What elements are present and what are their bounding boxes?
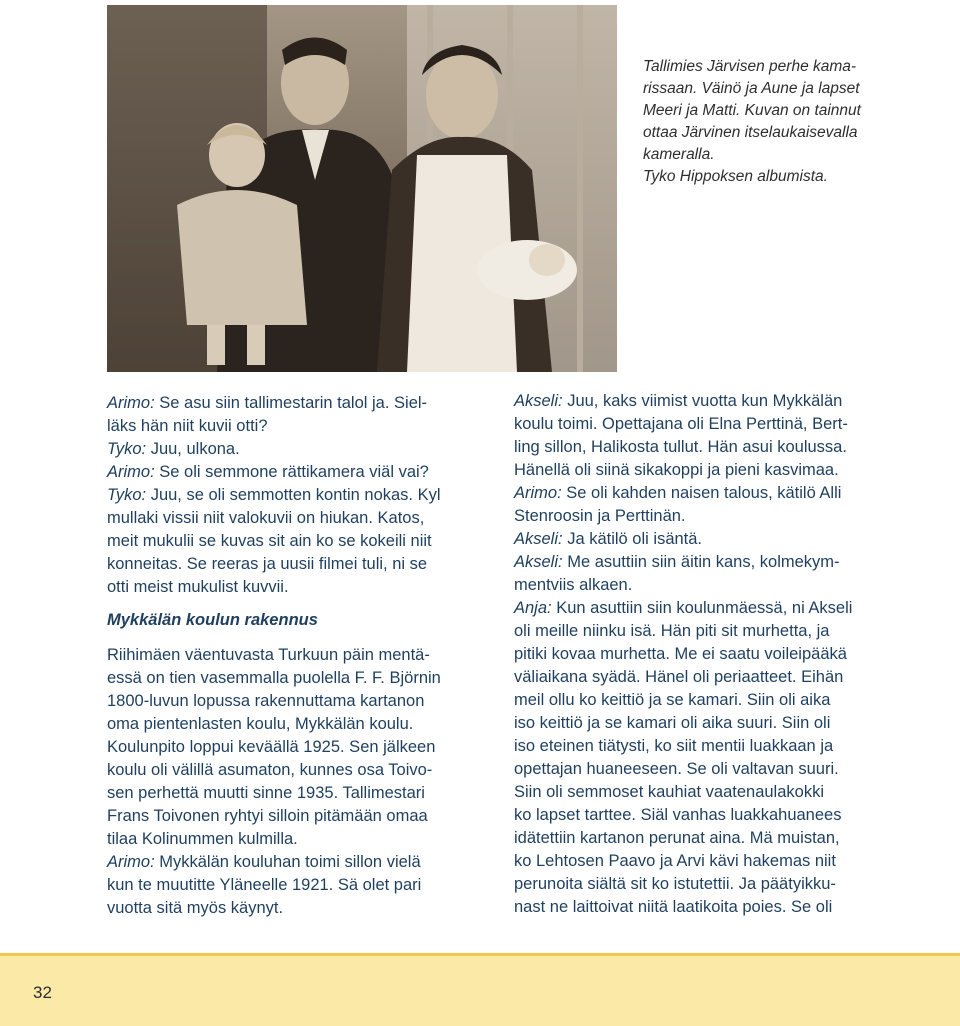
speaker-name: Arimo:: [107, 394, 155, 412]
text-line: [514, 873, 895, 896]
speech-text: pitiki kovaa murhetta. Me ei saatu voileipääkä: [514, 645, 847, 663]
text-line: koulu oli välillä asumaton, kunnes osa Toivo-: [107, 761, 433, 779]
text-line: [514, 689, 895, 712]
text-line: [514, 390, 895, 413]
text-line: [107, 553, 489, 576]
caption-line: Tyko Hippoksen albumista.: [643, 168, 828, 185]
speaker-name: Akseli:: [514, 530, 563, 548]
family-photo: [107, 5, 617, 372]
text-line: [107, 874, 489, 897]
caption-line: Tallimies Järvisen perhe kama-: [643, 58, 857, 75]
speech-text: Mykkälän kouluhan toimi sillon vielä: [154, 853, 421, 871]
speech-text: ling sillon, Halikosta tullut. Hän asui koulussa.: [514, 438, 847, 456]
speech-text: otti meist mukulist kuvvii.: [107, 578, 289, 596]
speech-text: Se asu siin tallimestarin talol ja. Siel-: [154, 394, 428, 412]
speech-text: ko lapset tarttee. Siäl vanhas luakkahuanees: [514, 806, 842, 824]
speech-text: Juu, ulkona.: [146, 440, 240, 458]
text-line: [514, 597, 895, 620]
text-line: [514, 804, 895, 827]
text-line: [514, 413, 895, 436]
text-line: [107, 438, 489, 461]
text-line: [107, 576, 489, 599]
speech-text: Juu, kaks viimist vuotta kun Mykkälän: [562, 392, 843, 410]
speaker-name: Tyko:: [107, 440, 147, 458]
speech-text: iso eteinen tiätysti, ko siit mentii luakkaan ja: [514, 737, 834, 755]
speech-text: perunoita siältä sit ko istutettii. Ja päätyikku-: [514, 875, 836, 893]
speech-text: mentviis alkaen.: [514, 576, 633, 594]
text-line: [107, 530, 489, 553]
page-footer: [0, 953, 960, 1026]
section-heading: Mykkälän koulun rakennus: [107, 611, 318, 629]
text-line: Riihimäen väentuvasta Turkuun päin mentä-: [107, 646, 430, 664]
speech-text: Siin oli semmoset kauhiat vaatenaulakokki: [514, 783, 824, 801]
speech-text: mullaki vissii niit valokuvii on hiukan. Katos,: [107, 509, 425, 527]
speech-text: koulu toimi. Opettajana oli Elna Perttinä, Bert-: [514, 415, 848, 433]
text-line: [107, 507, 489, 530]
text-line: tilaa Kolinummen kulmilla.: [107, 830, 298, 848]
speaker-name: Arimo:: [107, 463, 155, 481]
page-number: 32: [33, 983, 52, 1002]
text-line: 1800-luvun lopussa rakennuttama kartanon: [107, 692, 425, 710]
text-line: [514, 643, 895, 666]
text-line: essä on tien vasemmalla puolella F. F. Björnin: [107, 669, 441, 687]
right-column: [514, 390, 895, 919]
text-line: [514, 850, 895, 873]
caption-line: Meeri ja Matti. Kuvan on tainnut: [643, 102, 861, 119]
text-line: [107, 897, 489, 920]
speech-text: Juu, se oli semmotten kontin nokas. Kyl: [146, 486, 441, 504]
text-line: [514, 574, 895, 597]
text-line: [514, 758, 895, 781]
text-line: [107, 484, 489, 507]
speaker-name: Arimo:: [514, 484, 562, 502]
speech-text: Se oli semmone rättikamera viäl vai?: [154, 463, 429, 481]
speech-text: oli meille niinku isä. Hän piti sit murhetta, ja: [514, 622, 830, 640]
text-line: [107, 415, 489, 438]
caption-line: rissaan. Väinö ja Aune ja lapset: [643, 80, 860, 97]
speech-text: väliaikana syädä. Hänel oli periaatteet. Eihän: [514, 668, 844, 686]
speech-text: konneitas. Se reeras ja uusii filmei tuli, ni se: [107, 555, 428, 573]
left-column: [107, 392, 489, 920]
speaker-name: Arimo:: [107, 853, 155, 871]
text-line: [514, 436, 895, 459]
dialogue-block: [107, 851, 489, 920]
speech-text: idätettiin kartanon perunat aina. Mä muistan,: [514, 829, 840, 847]
speech-text: Hänellä oli siinä sikakoppi ja pieni kasvimaa.: [514, 461, 839, 479]
text-line: [514, 827, 895, 850]
text-line: [514, 528, 895, 551]
speech-text: nast ne laittoivat niitä laatikoita poies. Se oli: [514, 898, 833, 916]
speech-text: läks hän niit kuvii otti?: [107, 417, 268, 435]
caption-line: ottaa Järvinen itselaukaisevalla: [643, 124, 858, 141]
speech-text: opettajan huaneeseen. Se oli valtavan suuri.: [514, 760, 839, 778]
text-line: [514, 551, 895, 574]
speech-text: ko Lehtosen Paavo ja Arvi kävi hakemas niit: [514, 852, 836, 870]
text-line: Koulunpito loppui keväällä 1925. Sen jälkeen: [107, 738, 436, 756]
text-line: [514, 781, 895, 804]
caption-line: kameralla.: [643, 146, 715, 163]
text-line: [514, 482, 895, 505]
dialogue-block: [107, 392, 489, 599]
text-line: [514, 505, 895, 528]
speech-text: iso keittiö ja se kamari oli aika suuri. Siin oli: [514, 714, 831, 732]
speech-text: meil ollu ko keittiö ja se kamari. Siin oli aika: [514, 691, 831, 709]
speech-text: Kun asuttiin siin koulunmäessä, ni Akseli: [551, 599, 853, 617]
text-line: [107, 461, 489, 484]
speaker-name: Anja:: [514, 599, 552, 617]
speech-text: vuotta sitä myös käynyt.: [107, 899, 284, 917]
text-line: [514, 459, 895, 482]
speaker-name: Akseli:: [514, 553, 563, 571]
text-line: [107, 392, 489, 415]
speech-text: Se oli kahden naisen talous, kätilö Alli: [561, 484, 842, 502]
text-line: [514, 620, 895, 643]
text-line: [514, 735, 895, 758]
family-photo-icon: [107, 5, 617, 372]
speech-text: meit mukulii se kuvas sit ain ko se kokeili niit: [107, 532, 432, 550]
text-line: [514, 666, 895, 689]
text-line: [107, 851, 489, 874]
text-line: [514, 712, 895, 735]
speech-text: Me asuttiin siin äitin kans, kolmekym-: [562, 553, 840, 571]
text-line: oma pientenlasten koulu, Mykkälän koulu.: [107, 715, 414, 733]
text-line: Frans Toivonen ryhtyi silloin pitämään omaa: [107, 807, 428, 825]
text-line: sen perhettä muutti sinne 1935. Tallimestari: [107, 784, 425, 802]
photo-caption: [643, 56, 895, 188]
speech-text: Stenroosin ja Perttinän.: [514, 507, 686, 525]
speech-text: kun te muutitte Yläneelle 1921. Sä olet pari: [107, 876, 422, 894]
text-line: [514, 896, 895, 919]
speaker-name: Akseli:: [514, 392, 563, 410]
paragraph-block: [107, 644, 489, 851]
speech-text: Ja kätilö oli isäntä.: [562, 530, 703, 548]
speaker-name: Tyko:: [107, 486, 147, 504]
